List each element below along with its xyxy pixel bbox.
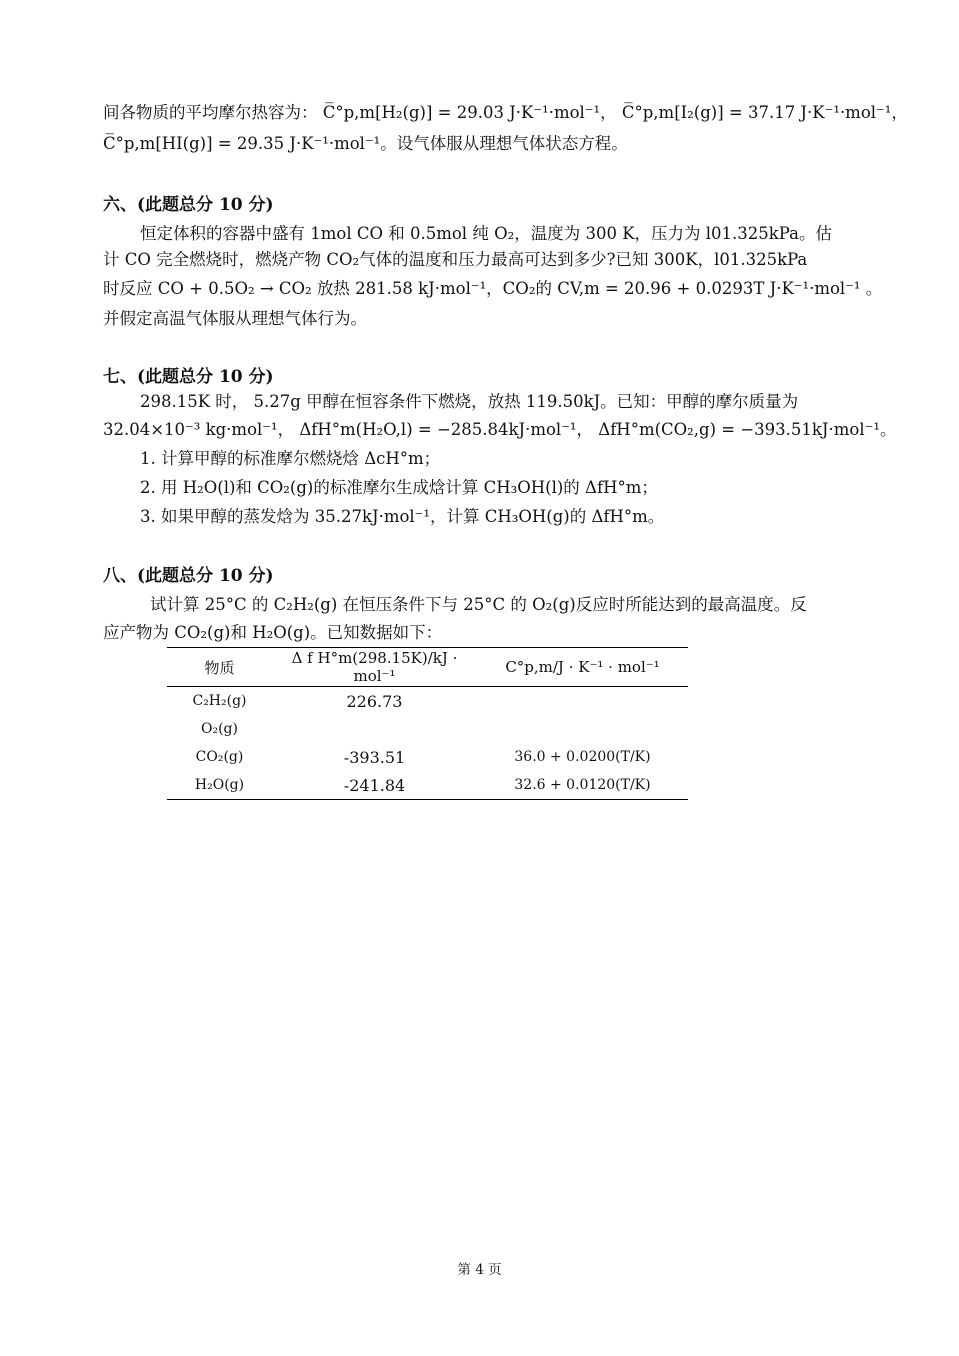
table-cell: 226.73 <box>346 691 403 711</box>
table-row <box>167 771 688 800</box>
table-cell: H₂O(g) <box>167 771 272 800</box>
table-cell: 36.0 + 0.0200(T/K) <box>514 749 651 765</box>
table-cell: C₂H₂(g) <box>192 693 247 709</box>
text-line: C̅°p,m[HI(g)] = 29.35 J·K⁻¹·mol⁻¹。设气体服从理想气体状态方程。 <box>103 134 628 153</box>
table-cell: -393.51 <box>343 747 406 767</box>
list-item: 3. 如果甲醇的蒸发焓为 35.27kJ·mol⁻¹，计算 CH₃OH(g)的 ΔfH°m。 <box>140 507 665 526</box>
page-number: 第 4 页 <box>457 1262 502 1278</box>
section-heading-8: 八、(此题总分 10 分) <box>103 566 274 586</box>
text-line: 应产物为 CO₂(g)和 H₂O(g)。已知数据如下： <box>103 623 443 642</box>
column-header: 物质 <box>167 648 272 687</box>
table-cell: 32.6 + 0.0120(T/K) <box>477 771 688 800</box>
section-heading-6: 六、(此题总分 10 分) <box>103 195 274 215</box>
table-cell: CO₂(g) <box>195 749 244 765</box>
table-cell: O₂(g) <box>201 721 238 737</box>
column-header: C°p,m/J · K⁻¹ · mol⁻¹ <box>477 648 688 687</box>
text-line: 298.15K 时， 5.27g 甲醇在恒容条件下燃烧，放热 119.50kJ。已知：甲醇的摩尔质量为 <box>140 392 799 411</box>
list-item: 1. 计算甲醇的标准摩尔燃烧焓 ΔcH°m； <box>140 449 441 468</box>
section-heading-7: 七、(此题总分 10 分) <box>103 367 274 387</box>
table-cell <box>477 715 688 743</box>
table-cell <box>272 715 477 743</box>
table-header-row <box>167 648 688 687</box>
text-line: 并假定高温气体服从理想气体行为。 <box>103 309 367 328</box>
table-row <box>167 687 688 716</box>
table-cell: -241.84 <box>272 771 477 800</box>
text-line: 计 CO 完全燃烧时，燃烧产物 CO₂气体的温度和压力最高可达到多少?已知 300K，l01.325kPa <box>103 250 808 269</box>
text-line: 时反应 CO + 0.5O₂ → CO₂ 放热 281.58 kJ·mol⁻¹，CO₂的 CV,m = 20.96 + 0.0293T J·K⁻¹·mol⁻¹ 。 <box>103 279 883 298</box>
table-row <box>167 715 688 743</box>
list-item: 2. 用 H₂O(l)和 CO₂(g)的标准摩尔生成焓计算 CH₃OH(l)的 ΔfH°m； <box>140 478 658 497</box>
table-cell <box>477 687 688 716</box>
text-line: 恒定体积的容器中盛有 1mol CO 和 0.5mol 纯 O₂，温度为 300 K，压力为 l01.325kPa。估 <box>140 224 832 243</box>
data-table <box>167 647 688 800</box>
text-line: 32.04×10⁻³ kg·mol⁻¹， ΔfH°m(H₂O,l) = −285.84kJ·mol⁻¹， ΔfH°m(CO₂,g) = −393.51kJ·mol⁻¹。 <box>103 420 897 439</box>
table-row <box>167 743 688 771</box>
column-header: Δ f H°m(298.15K)/kJ · mol⁻¹ <box>272 648 477 687</box>
text-line: 间各物质的平均摩尔热容为： C̅°p,m[H₂(g)] = 29.03 J·K⁻¹·mol⁻¹， C̅°p,m[I₂(g)] = 37.17 J·K⁻¹·mol⁻¹， <box>103 103 908 122</box>
text-line: 试计算 25°C 的 C₂H₂(g) 在恒压条件下与 25°C 的 O₂(g)反应时所能达到的最高温度。反 <box>150 595 807 614</box>
